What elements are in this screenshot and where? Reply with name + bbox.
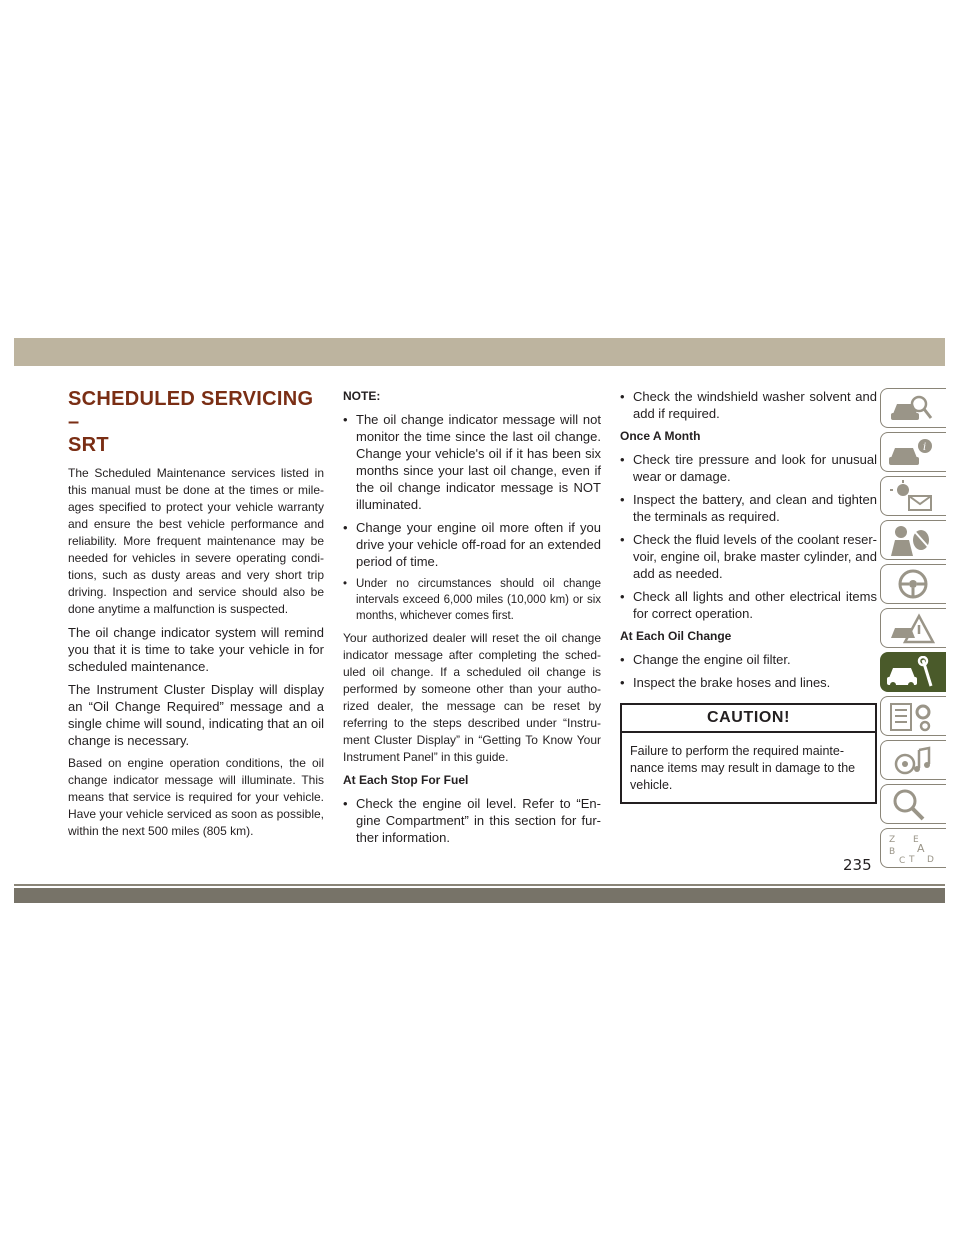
tab-multimedia[interactable] [880,740,946,780]
svg-text:A: A [917,842,925,855]
month-item: • Inspect the battery, and clean and tighten the terminals as required. [620,491,877,525]
note-list [343,411,601,624]
oil-change-heading: At Each Oil Change [620,629,732,643]
cluster-display-paragraph: The Instrument Cluster Display will display an “Oil Change Required” message and a single chime will sound, indicating that an oil change is necessary. [68,682,324,748]
magnifier-icon [887,788,937,822]
note-item: • Under no circumstances should oil change intervals exceed 6,000 miles (10,000 km) or six months, whichever comes first. [343,576,601,624]
tab-servicing-maintenance[interactable] [880,652,946,692]
car-magnifier-icon [887,392,937,426]
svg-text:Z: Z [889,835,896,845]
alphabet-index-icon [887,832,937,866]
caution-title: CAUTION! [622,705,875,733]
tab-index[interactable] [880,828,946,868]
caution-box [620,703,877,804]
specs-gear-icon [887,700,937,734]
car-warning-triangle-icon [887,612,937,646]
indicator-paragraph: The oil change indicator system will remind you that it is time to take your vehicle in for scheduled maintenance. [68,625,324,674]
footer-rule [14,884,945,886]
month-item: • Check all lights and other electrical items for correct operation. [620,588,877,622]
section-heading: SCHEDULED SERVICING – SRT [68,388,314,456]
note-label: NOTE: [343,389,381,403]
month-heading: Once A Month [620,429,701,443]
svg-text:B: B [889,847,896,857]
washer-item: • Check the windshield washer solvent and add if required. [620,388,877,422]
column-3 [620,388,877,804]
fuel-list [343,795,601,846]
operation-conditions-paragraph: Based on engine operation conditions, the oil change indicator message will illuminate. This means that service is required for your vehicle. Have your vehicle serviced as soon as possible, within the next 500 miles (805 km). [68,756,324,838]
month-item: • Check the fluid levels of the coolant reser-voir, engine oil, brake master cylinder, and add as needed. [620,531,877,582]
side-tab-nav [880,388,946,872]
tab-specifications[interactable] [880,696,946,736]
tab-safety[interactable] [880,520,946,560]
airbag-person-icon [887,524,937,558]
oil-change-list [620,651,877,691]
top-header-band [14,338,945,366]
tab-customer-assistance[interactable] [880,784,946,824]
tab-car-magnifier[interactable] [880,388,946,428]
oil-change-item: • Inspect the brake hoses and lines. [620,674,877,691]
fuel-heading: At Each Stop For Fuel [343,773,469,787]
svg-text:T: T [909,855,915,865]
svg-text:E: E [913,835,919,845]
dealer-reset-paragraph: Your authorized dealer will reset the oil change indicator message after completing the sched-uled oil change. If a scheduled oil change is performed by someone other than your autho-rized dealer, the message can be reset by referring to the steps described under “Instru-ment Cluster Display” in “Getting To Know Your Instrument Panel” in this guide. [343,631,601,764]
oil-change-item: • Change the engine oil filter. [620,651,877,668]
tab-starting-operating[interactable] [880,564,946,604]
column-1 [68,388,324,846]
car-info-icon [887,436,937,470]
month-list [620,451,877,622]
svg-text:i: i [923,442,927,453]
svg-text:D: D [927,855,934,865]
tab-car-info[interactable] [880,432,946,472]
note-item: • The oil change indicator message will not monitor the time since the last oil change. Change your vehicle's oil if it has been six months since your last oil change, even if the oil change indicator message is NOT illuminated. [343,411,601,513]
car-wrench-icon [887,656,937,690]
intro-paragraph: The Scheduled Maintenance services listed in this manual must be done at the times or mile-ages specified to protect your vehicle warranty and ensure the best vehicle performance and reliability. More frequent maintenance may be needed for vehicles in severe operating condi-tions, such as dusty areas and very short trip driving. Inspection and service should also be done anytime a malfunction is suspected. [68,466,324,616]
steering-wheel-icon [887,568,937,602]
washer-list [620,388,877,422]
warning-light-message-icon [887,480,937,514]
svg-text:C: C [899,856,906,866]
month-item: • Check tire pressure and look for unusual wear or damage. [620,451,877,485]
note-item: • Change your engine oil more often if you drive your vehicle off-road for an extended period of time. [343,519,601,570]
caution-body: Failure to perform the required mainte-nance items may result in damage to the vehicle. [630,744,856,792]
tab-warning-lights[interactable] [880,476,946,516]
column-2 [343,388,601,852]
fuel-item: • Check the engine oil level. Refer to “En-gine Compartment” in this section for fur-ther information. [343,795,601,846]
radio-music-icon [887,744,937,778]
page-number: 235 [843,856,872,874]
tab-emergency[interactable] [880,608,946,648]
footer-band [14,888,945,903]
